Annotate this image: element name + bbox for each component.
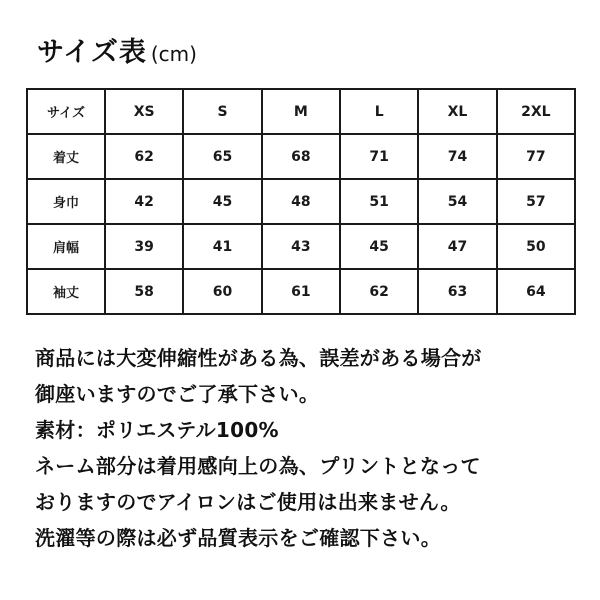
table-row [27,134,575,179]
table-cell: 41 [183,224,261,269]
table-cell: 57 [497,179,575,224]
product-notes [35,340,585,556]
note-line: 御座いますのでご了承下さい。 [35,382,320,406]
table-cell: 71 [340,134,418,179]
corner-label: サイズ [27,89,105,134]
size-header-cell: 2XL [497,89,575,134]
table-cell: 63 [418,269,496,314]
table-cell: 47 [418,224,496,269]
table-cell: 48 [262,179,340,224]
note-line: 洗濯等の際は必ず品質表示をご確認下さい。 [35,526,441,550]
size-header-cell: L [340,89,418,134]
size-header-row [27,89,575,134]
size-header-cell: S [183,89,261,134]
table-cell: 39 [105,224,183,269]
page-title [37,30,197,70]
row-label: 着丈 [27,134,105,179]
table-cell: 65 [183,134,261,179]
size-table [26,88,576,315]
table-cell: 45 [183,179,261,224]
table-row [27,224,575,269]
table-cell: 42 [105,179,183,224]
title-unit: (cm) [150,42,197,66]
row-label: 袖丈 [27,269,105,314]
table-cell: 64 [497,269,575,314]
table-cell: 54 [418,179,496,224]
table-row [27,179,575,224]
note-line: おりますのでアイロンはご使用は出来ません。 [35,490,461,514]
note-line: ネーム部分は着用感向上の為、プリントとなって [35,454,481,478]
table-cell: 58 [105,269,183,314]
table-row [27,269,575,314]
table-cell: 77 [497,134,575,179]
table-cell: 62 [340,269,418,314]
size-header-cell: XS [105,89,183,134]
note-line: 素材：ポリエステル100% [35,418,279,442]
table-cell: 60 [183,269,261,314]
title-main: サイズ表 [37,37,147,68]
table-cell: 50 [497,224,575,269]
size-header-cell: XL [418,89,496,134]
table-cell: 62 [105,134,183,179]
row-label: 身巾 [27,179,105,224]
row-label: 肩幅 [27,224,105,269]
size-header-cell: M [262,89,340,134]
table-cell: 51 [340,179,418,224]
table-cell: 68 [262,134,340,179]
table-cell: 61 [262,269,340,314]
note-line: 商品には大変伸縮性がある為、誤差がある場合が [35,346,482,370]
table-cell: 43 [262,224,340,269]
table-cell: 45 [340,224,418,269]
table-cell: 74 [418,134,496,179]
